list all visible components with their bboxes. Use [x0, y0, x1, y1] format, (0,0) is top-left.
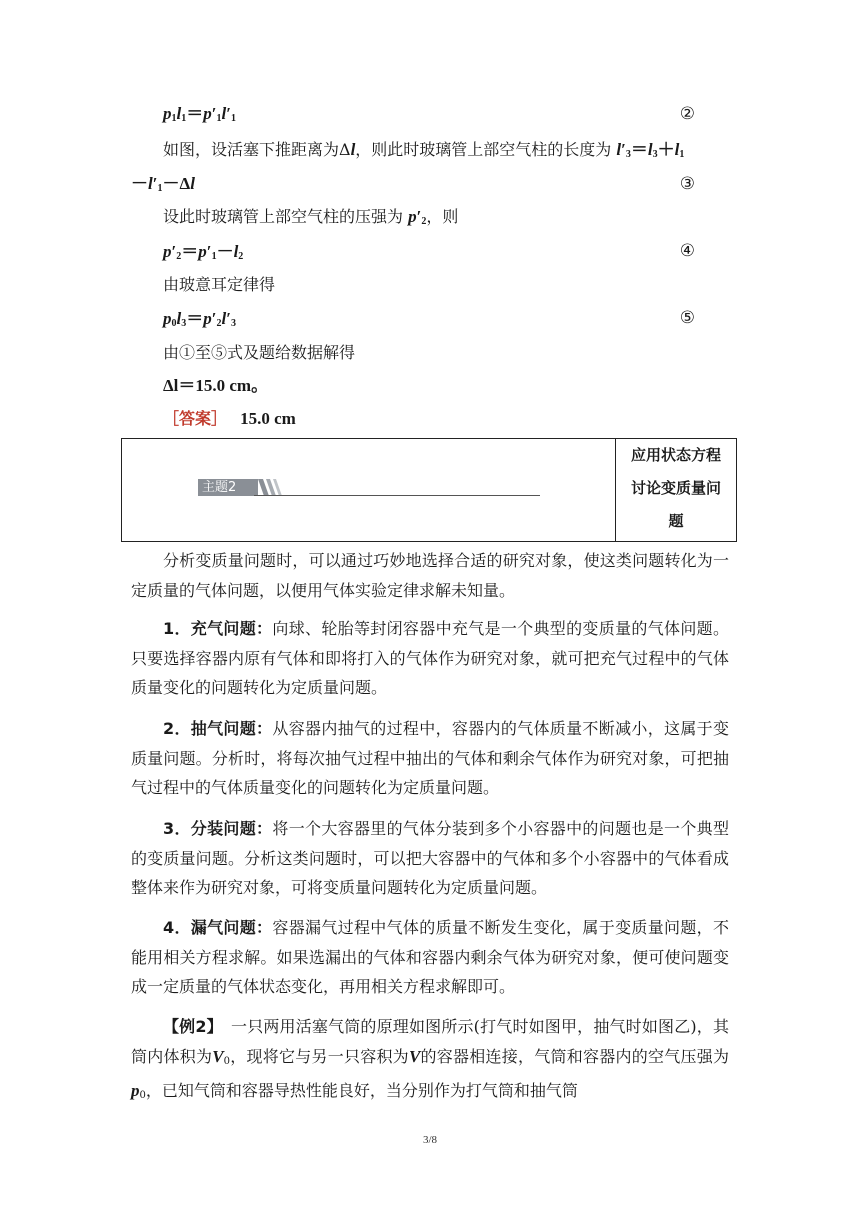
equation-label-4: ④	[679, 241, 695, 261]
example-2: 【例2】 一只两用活塞气筒的原理如图所示(打气时如图甲，抽气时如图乙)，其筒内体积为$V_0$，现将它与另一只容积为V的容器相连接，气筒和容器内的空气压强为$p_0$，已知气筒和容器导热性能良好，当分别作为打气筒和抽气筒	[131, 1017, 729, 1101]
answer-value: 15.0 cm	[240, 409, 296, 428]
page-number: 3/8	[422, 1134, 438, 1146]
paragraph-intro: 分析变质量问题时，可以通过巧妙地选择合适的研究对象，使这类问题转化为一定质量的气体问题，以便用气体实验定律求解未知量。	[131, 551, 729, 600]
topic-badge: 主题2	[198, 479, 258, 496]
equation-label-3: ③	[679, 174, 695, 194]
text-line: 由玻意耳定律得	[163, 275, 276, 294]
text-line: 设此时玻璃管上部空气柱的压强为 $p'_2$，则	[163, 207, 459, 227]
paragraph-1: 1．充气问题：向球、轮胎等封闭容器中充气是一个典型的变质量的气体问题。只要选择容器内原有气体和即将打入的气体作为研究对象，就可把充气过程中的气体质量变化的问题转化为定质量问题。	[131, 619, 729, 697]
paragraph-2: 2．抽气问题：从容器内抽气的过程中，容器内的气体质量不断减小，这属于变质量问题。分析时，将每次抽气过程中抽出的气体和剩余气体作为研究对象，可把抽气过程中的气体质量变化的问题转化为定质量问题。	[131, 719, 729, 797]
answer-line	[163, 408, 730, 430]
topic-title-line: 题	[668, 512, 684, 530]
example-tag: 【例2】	[163, 1017, 215, 1036]
stripes-icon	[258, 479, 288, 496]
text-line: 由①至⑤式及题给数据解得	[163, 343, 356, 362]
text-line: $-l'_1-\Delta l$	[131, 174, 195, 194]
equation-5: $p_0l_3=p'_2l'_3$	[163, 309, 237, 329]
topic-title-line: 讨论变质量问	[630, 479, 721, 497]
paragraph-4: 4．漏气问题：容器漏气过程中气体的质量不断发生变化，属于变质量问题，不能用相关方程求解。如果选漏出的气体和容器内剩余气体为研究对象，便可使问题变成一定质量的气体状态变化，再用相关方程求解即可。	[131, 918, 729, 996]
answer-tag: ［答案］	[163, 409, 228, 428]
paragraph-3: 3．分装问题：将一个大容器里的气体分装到多个小容器中的问题也是一个典型的变质量问题。分析这类问题时，可以把大容器中的气体和多个小容器中的气体看成整体来作为研究对象，可将变质量问题转化为定质量问题。	[131, 819, 729, 897]
topic-header-left	[122, 439, 616, 541]
text-line: 如图，设活塞下推距离为Δl，则此时玻璃管上部空气柱的长度为 $l'_3=l_3+l_1$	[163, 140, 685, 160]
equation-label-5: ⑤	[679, 308, 695, 328]
equation-2: $p_1l_1=p'_1l'_1$	[163, 104, 237, 124]
equation-label-2: ②	[679, 104, 695, 124]
topic-rule	[254, 495, 540, 496]
topic-title-line: 应用状态方程	[630, 446, 721, 464]
topic-header	[121, 438, 737, 542]
equation-4: $p'_2=p'_1-l_2$	[163, 242, 244, 262]
result-line: Δl＝15.0 cm。	[163, 376, 269, 395]
topic-title	[616, 439, 736, 541]
